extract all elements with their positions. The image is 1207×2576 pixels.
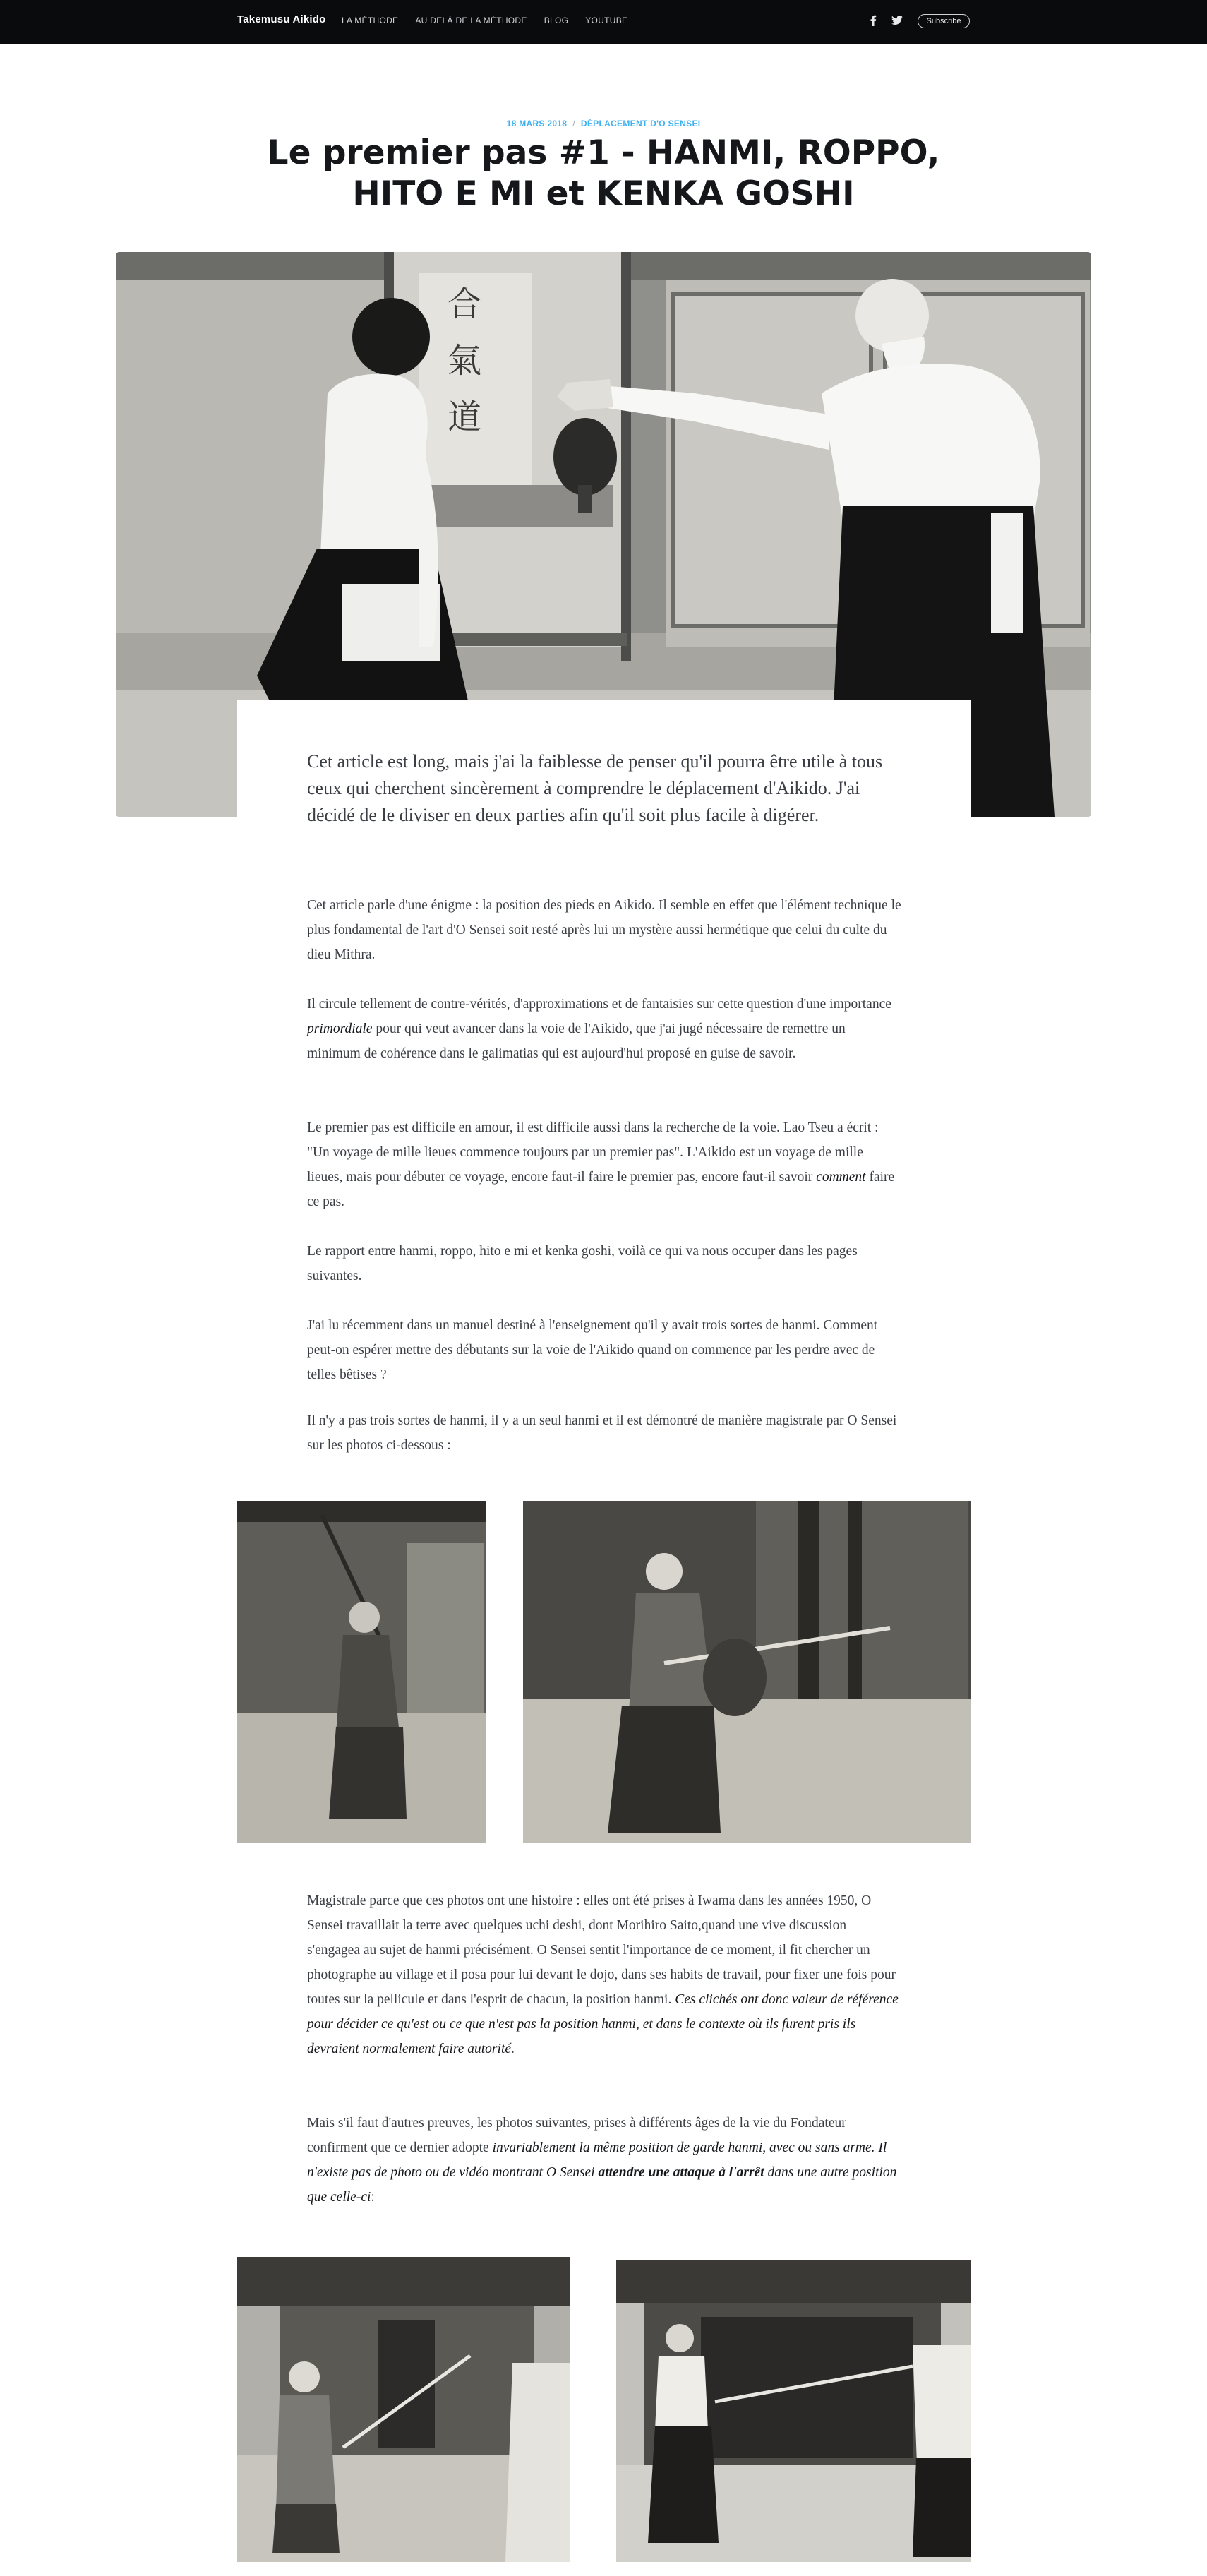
site-brand[interactable]: Takemusu Aikido xyxy=(237,13,326,25)
paragraph-4: Le rapport entre hanmi, roppo, hito e mi et kenka goshi, voilà ce qui va nous occuper dans les pages suivantes. xyxy=(307,1244,858,1283)
post-title-line2: HITO E MI et KENKA GOSHI xyxy=(352,174,855,213)
sign-char-3: 道 xyxy=(448,397,482,437)
paragraph-3-text-a: Le premier pas est difficile en amour, il est difficile aussi dans la recherche de la voie. Lao Tseu a écrit : "Un voyage de mille lieues commence toujours par un premier pas". L'Aikido est un voyage de mille lieues, mais pour débuter ce voyage, encore faut-il faire le premier pas, encore faut-il savoir xyxy=(307,1120,879,1185)
photo-hanmi-bokken-low xyxy=(523,1501,971,1843)
paragraph-2 xyxy=(307,992,901,1066)
post-title-line1: Le premier pas #1 - HANMI, ROPPO, xyxy=(267,133,940,172)
paragraph-8-text-a: Mais s'il faut d'autres preuves, les photos suivantes, prises à différents âges de la vie du Fondateur confirment que ce dernier adopte xyxy=(307,2116,846,2155)
post-meta xyxy=(0,119,1207,128)
nav-link-blog[interactable]: BLOG xyxy=(544,16,569,25)
paragraph-3-text-b: faire ce pas. xyxy=(307,1170,895,1209)
sign-char-2: 氣 xyxy=(448,341,482,381)
site-nav xyxy=(0,0,1207,44)
paragraph-7-text-a: Magistrale parce que ces photos ont une histoire : elles ont été prises à Iwama dans les années 1950, O Sensei travaillait la terre avec quelques uchi deshi, dont Morihiro Saito,quand une vive discussion s'engagea au sujet de hanmi précisément. O Sensei sentit l'importance de ce moment, il fit chercher un photographe au village et il posa pour lui devant le dojo, dans ses habits de travail, pour fixer une fois pour toutes sur la pellicule et dans l'esprit de chacun, la position hanmi. xyxy=(307,1893,896,2007)
social-links xyxy=(865,13,913,28)
paragraph-3-emphasis: comment xyxy=(816,1170,866,1185)
twitter-icon[interactable] xyxy=(889,13,905,28)
paragraph-2-text-b: pour qui veut avancer dans la voie de l'Aikido, que j'ai jugé nécessaire de remettre un minimum de cohérence dans le galimatias qui est aujourd'hui proposé en guise de savoir. xyxy=(307,1022,846,1061)
paragraph-6: Il n'y a pas trois sortes de hanmi, il y a un seul hanmi et il est démontré de manière magistrale par O Sensei sur les photos ci-dessous : xyxy=(307,1413,897,1453)
post-tag[interactable]: DÉPLACEMENT D'O SENSEI xyxy=(580,119,701,128)
post-date: 18 MARS 2018 xyxy=(506,119,568,128)
paragraph-2-emphasis: primordiale xyxy=(307,1022,373,1036)
paragraph-3 xyxy=(307,1115,901,1214)
paragraph-7-emphasis: Ces clichés ont donc valeur de référence pour décider ce qu'est ou ce que n'est pas la position hanmi, et dans le contexte où ils furent pris ils devraient normalement faire autorité xyxy=(307,1992,899,2056)
facebook-icon[interactable] xyxy=(865,13,881,28)
nav-link-youtube[interactable]: YOUTUBE xyxy=(585,16,628,25)
meta-separator: / xyxy=(572,119,575,128)
paragraph-5: J'ai lu récemment dans un manuel destiné à l'enseignement qu'il y avait trois sortes de hanmi. Comment peut-on espérer mettre des débutants sur la voie de l'Aikido quand on commence par les perdre avec de telles bêtises ? xyxy=(307,1318,878,1382)
paragraph-8-strong: attendre une attaque à l'arrêt xyxy=(598,2165,764,2180)
paragraph-1: Cet article parle d'une énigme : la position des pieds en Aikido. Il semble en effet que l'élément technique le plus fondamental de l'art d'O Sensei soit resté après lui un mystère aussi hermétique que celui du culte du dieu Mithra. xyxy=(307,898,901,962)
nav-link-methode[interactable]: LA MÉTHODE xyxy=(342,16,399,25)
sign-char-1: 合 xyxy=(448,284,482,324)
paragraph-8-emphasis-1: invariablement la même position de garde hanmi, avec ou sans arme. Il n'existe pas de photo ou de vidéo montrant O Sensei xyxy=(307,2140,887,2180)
paragraph-7-text-b: . xyxy=(511,2042,515,2056)
nav-link-au-dela[interactable]: AU DELÀ DE LA MÉTHODE xyxy=(415,16,527,25)
paragraph-8-emphasis-2: dans une autre position que celle-ci xyxy=(307,2165,897,2205)
photo-hanmi-bokken-raised xyxy=(237,1501,486,1843)
photo-dojo-bokken-pair-2 xyxy=(616,2260,971,2562)
paragraph-8-text-b: : xyxy=(371,2190,375,2205)
paragraph-8 xyxy=(307,2111,901,2210)
nav-menu xyxy=(342,16,644,25)
post-excerpt: Cet article est long, mais j'ai la faiblesse de penser qu'il pourra être utile à tous ceux qui cherchent sincèrement à comprendre le déplacement d'Aikido. J'ai décidé de le diviser en deux parties afin qu'il soit plus facile à digérer. xyxy=(307,751,883,825)
subscribe-button[interactable]: Subscribe xyxy=(918,14,970,28)
photo-dojo-bokken-pair-1 xyxy=(237,2257,570,2562)
paragraph-2-text-a: Il circule tellement de contre-vérités, d'approximations et de fantaisies sur cette question d'une importance xyxy=(307,997,891,1012)
post-title xyxy=(251,133,956,215)
paragraph-7 xyxy=(307,1888,901,2061)
